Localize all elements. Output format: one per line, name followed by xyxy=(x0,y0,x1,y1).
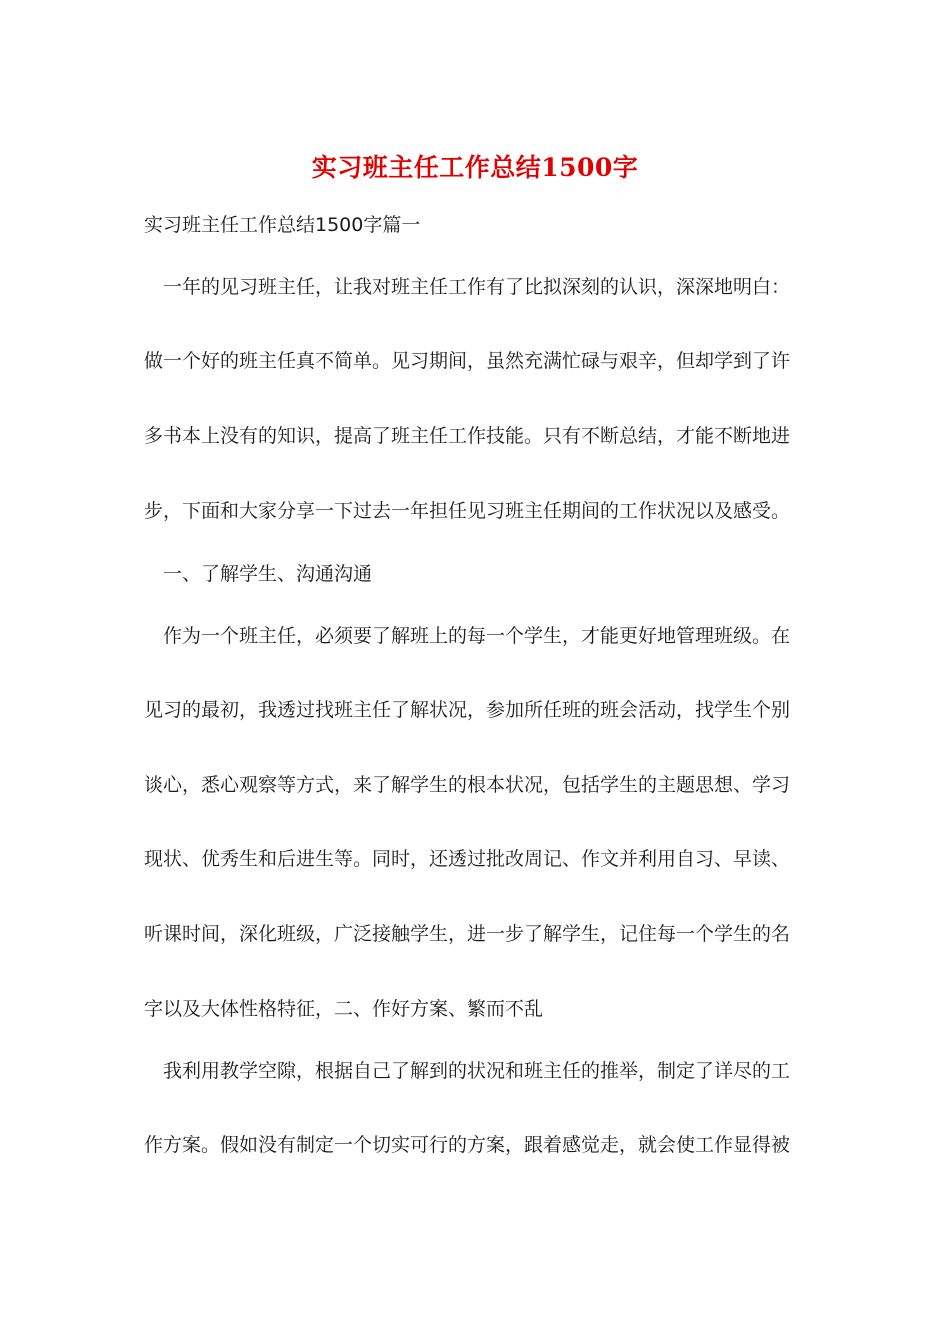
paragraph-line: 作为一个班主任，必须要了解班上的每一个学生，才能更好地管理班级。在 xyxy=(163,625,791,647)
paragraph-line: 听课时间，深化班级，广泛接触学生，进一步了解学生，记住每一个学生的名 xyxy=(144,923,791,945)
paragraph-line: 见习的最初，我透过找班主任了解状况，参加所任班的班会活动，找学生个别 xyxy=(144,699,791,721)
paragraph-line: 做一个好的班主任真不简单。见习期间，虽然充满忙碌与艰辛，但却学到了许 xyxy=(144,350,791,372)
paragraph-line: 字以及大体性格特征，二、作好方案、繁而不乱 xyxy=(144,998,544,1020)
paragraph-line: 步，下面和大家分享一下过去一年担任见习班主任期间的工作状况以及感受。 xyxy=(144,500,791,522)
paragraph-line: 现状、优秀生和后进生等。同时，还透过批改周记、作文并利用自习、早读、 xyxy=(144,848,791,870)
paragraph-line: 作方案。假如没有制定一个切实可行的方案，跟着感觉走，就会使工作显得被 xyxy=(144,1134,791,1156)
document-subtitle: 实习班主任工作总结1500字篇一 xyxy=(144,214,421,236)
document-title: 实习班主任工作总结1500字 xyxy=(311,153,639,182)
paragraph-line: 一年的见习班主任，让我对班主任工作有了比拟深刻的认识，深深地明白： xyxy=(163,276,791,298)
section-heading: 一、了解学生、沟通沟通 xyxy=(163,563,373,585)
paragraph-line: 我利用教学空隙，根据自己了解到的状况和班主任的推举，制定了详尽的工 xyxy=(163,1060,791,1082)
paragraph-line: 多书本上没有的知识，提高了班主任工作技能。只有不断总结，才能不断地进 xyxy=(144,425,791,447)
paragraph-line: 谈心，悉心观察等方式，来了解学生的根本状况，包括学生的主题思想、学习 xyxy=(144,774,791,796)
